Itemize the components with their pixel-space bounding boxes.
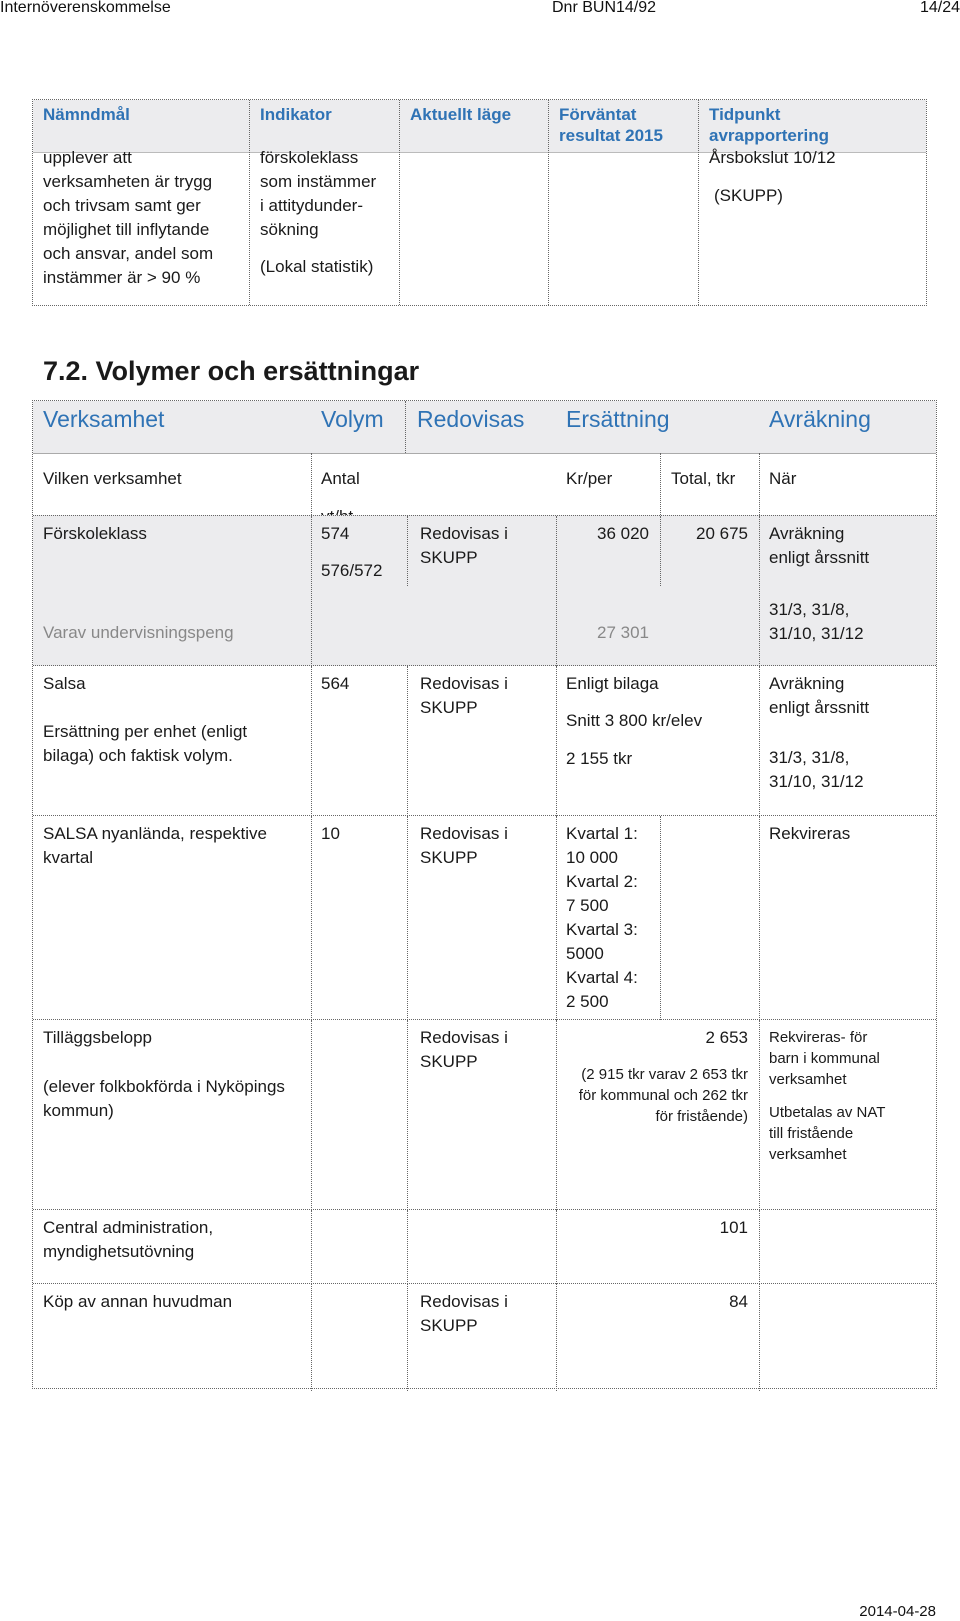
header-redovisas: Redovisas	[417, 406, 525, 432]
text-line: och ansvar, andel som	[43, 244, 214, 263]
redovisas-text	[420, 1026, 508, 1074]
footer-date: 2014-04-28	[859, 1603, 936, 1620]
avrakning-text: Rekvireras	[769, 824, 851, 843]
header-indikator: Indikator	[260, 105, 332, 124]
text-line: verksamheten är trygg	[43, 172, 213, 191]
text-line: till fristående	[769, 1125, 854, 1142]
text-line: SKUPP	[420, 1316, 478, 1335]
avrakning-dates	[769, 746, 864, 794]
column-divider	[399, 100, 400, 305]
column-divider	[759, 1020, 760, 1210]
text-line: Kvartal 2:	[566, 872, 638, 891]
text-line: 31/10, 31/12	[769, 624, 864, 643]
header-forvantat-resultat	[559, 104, 663, 146]
row-label-undervisningspeng: Varav undervisningspeng	[43, 623, 234, 642]
column-divider	[311, 453, 312, 515]
text-line: 31/3, 31/8,	[769, 600, 850, 619]
text-line: Central administration,	[43, 1218, 214, 1237]
column-divider	[759, 666, 760, 816]
column-divider	[759, 516, 760, 666]
table-row	[33, 515, 936, 666]
volym-value: 574	[321, 524, 350, 543]
column-divider	[407, 1020, 408, 1210]
column-divider	[311, 1284, 312, 1391]
salsa-description	[43, 720, 247, 768]
text-line: SALSA nyanlända, respektive	[43, 824, 267, 843]
text-line: enligt årssnitt	[769, 698, 870, 717]
namndmal-text	[43, 146, 213, 290]
text-line: Redovisas i	[420, 1028, 508, 1047]
text-line: bilaga) och faktisk volym.	[43, 746, 233, 765]
header-tidpunkt	[709, 104, 829, 146]
header-line: resultat 2015	[559, 126, 663, 145]
text-line: förskoleklass	[260, 148, 359, 167]
text-line: Avräkning	[769, 524, 845, 543]
text-line: i attitydunder-	[260, 196, 363, 215]
kr-per-value: 36 020	[597, 524, 649, 543]
column-divider	[660, 816, 661, 1020]
text-line: barn i kommunal	[769, 1050, 880, 1067]
column-divider	[311, 666, 312, 816]
row-label-salsa: Salsa	[43, 674, 86, 693]
text-line: kvartal	[43, 848, 94, 867]
text-line: instämmer är > 90 %	[43, 268, 201, 287]
column-divider	[407, 1284, 408, 1391]
column-divider	[759, 816, 760, 1020]
column-divider	[556, 1284, 557, 1391]
header-ersattning: Ersättning	[566, 406, 670, 432]
column-divider	[759, 1284, 760, 1391]
text-line: Kvartal 4:	[566, 968, 638, 987]
doc-header-title: Internöverenskommelse	[0, 0, 171, 16]
undervisningspeng-value: 27 301	[597, 623, 649, 642]
column-divider	[556, 1210, 557, 1284]
header-line: Förväntat	[559, 105, 637, 124]
redovisas-text	[420, 1290, 508, 1338]
tidpunkt-text: Årsbokslut 10/12	[709, 148, 836, 167]
text-line: myndighetsutövning	[43, 1242, 195, 1261]
text-line: för kommunal och 262 tkr	[578, 1087, 748, 1104]
avrakning-utbetalas	[769, 1102, 885, 1165]
subheader-nar: När	[769, 469, 797, 488]
column-divider	[556, 516, 557, 666]
text-line: SKUPP	[420, 1052, 478, 1071]
column-divider	[556, 1020, 557, 1210]
header-aktuellt-lage: Aktuellt läge	[410, 105, 512, 124]
avrakning-text	[769, 522, 869, 570]
column-divider	[548, 100, 549, 305]
redovisas-text	[420, 822, 508, 870]
volym-value: 564	[321, 674, 350, 693]
tillaggsbelopp-note	[579, 1064, 748, 1127]
subheader-antal: Antal	[321, 469, 360, 488]
header-line: avrapportering	[709, 126, 829, 145]
ersattning-snitt: Snitt 3 800 kr/elev	[566, 711, 703, 730]
table-row	[33, 815, 936, 1020]
column-divider	[311, 1210, 312, 1284]
text-line: och trivsam samt ger	[43, 196, 201, 215]
text-line: upplever att	[43, 148, 132, 167]
column-divider	[556, 666, 557, 816]
header-namndmal: Nämndmål	[43, 105, 130, 124]
indikator-source: (Lokal statistik)	[260, 257, 374, 276]
redovisas-text	[420, 672, 508, 720]
section-title: 7.2. Volymer och ersättningar	[43, 356, 420, 386]
ersattning-bilaga: Enligt bilaga	[566, 674, 659, 693]
text-line: Redovisas i	[420, 824, 508, 843]
goals-table	[32, 99, 927, 306]
subheader-total: Total, tkr	[671, 469, 736, 488]
header-avrakning: Avräkning	[769, 406, 871, 432]
table-row	[33, 437, 936, 515]
kvartal-list	[566, 822, 638, 1014]
text-line: möjlighet till inflytande	[43, 220, 210, 239]
header-verksamhet: Verksamhet	[43, 406, 165, 432]
text-line: enligt årssnitt	[769, 548, 870, 567]
column-divider	[556, 816, 557, 1020]
avrakning-dates	[769, 598, 864, 646]
volym-value: 10	[321, 824, 340, 843]
text-line: Rekvireras- för	[769, 1029, 868, 1046]
column-divider	[311, 816, 312, 1020]
column-divider	[311, 516, 312, 666]
text-line: (elever folkbokförda i Nyköpings	[43, 1077, 285, 1096]
table-row	[33, 1209, 936, 1284]
text-line: SKUPP	[420, 548, 478, 567]
column-divider	[407, 816, 408, 1020]
table-row	[33, 665, 936, 816]
column-divider	[407, 516, 408, 586]
text-line: kommun)	[43, 1101, 114, 1120]
ersattning-total: 2 155 tkr	[566, 749, 633, 768]
text-line: för fristående)	[655, 1108, 748, 1125]
header-line: Tidpunkt	[709, 105, 781, 124]
row-label-salsa-nyanlanda	[43, 822, 267, 870]
text-line: SKUPP	[420, 848, 478, 867]
text-line: Utbetalas av NAT	[769, 1104, 886, 1121]
total-value: 2 653	[705, 1028, 748, 1047]
text-line: verksamhet	[769, 1071, 847, 1088]
subheader-kr-per: Kr/per	[566, 469, 613, 488]
redovisas-text	[420, 522, 508, 570]
column-divider	[407, 1210, 408, 1284]
text-line: Kvartal 3:	[566, 920, 638, 939]
doc-header-reference: Dnr BUN14/92	[552, 0, 657, 16]
column-divider	[759, 453, 760, 515]
text-line: 7 500	[566, 896, 609, 915]
text-line: Redovisas i	[420, 1292, 508, 1311]
text-line: 31/3, 31/8,	[769, 748, 850, 767]
doc-header-page: 14/24	[919, 0, 960, 16]
tidpunkt-source: (SKUPP)	[714, 186, 783, 205]
volym-vt-ht-value: 576/572	[321, 561, 383, 580]
text-line: 10 000	[566, 848, 618, 867]
row-label-forskoleklass: Förskoleklass	[43, 524, 147, 543]
column-divider	[759, 1210, 760, 1284]
total-value: 101	[719, 1218, 748, 1237]
text-line: Redovisas i	[420, 674, 508, 693]
indikator-text	[260, 146, 376, 242]
subheader-verksamhet: Vilken verksamhet	[43, 469, 182, 488]
column-divider	[660, 516, 661, 586]
column-divider	[660, 453, 661, 515]
total-value: 84	[729, 1292, 748, 1311]
avrakning-rekvireras	[769, 1027, 880, 1090]
text-line: 2 500	[566, 992, 609, 1011]
text-line: verksamhet	[769, 1146, 847, 1163]
header-volym: Volym	[321, 406, 384, 432]
row-label-central-administration	[43, 1216, 213, 1264]
column-divider	[698, 100, 699, 305]
avrakning-text	[769, 672, 869, 720]
text-line: sökning	[260, 220, 319, 239]
column-divider	[311, 1020, 312, 1210]
text-line: SKUPP	[420, 698, 478, 717]
text-line: 31/10, 31/12	[769, 772, 864, 791]
text-line: som instämmer	[260, 172, 377, 191]
row-label-tillaggsbelopp: Tilläggsbelopp	[43, 1028, 152, 1047]
text-line: Kvartal 1:	[566, 824, 638, 843]
text-line: Ersättning per enhet (enligt	[43, 722, 248, 741]
row-label-kop-av-annan-huvudman: Köp av annan huvudman	[43, 1292, 233, 1311]
text-line: Avräkning	[769, 674, 845, 693]
column-divider	[407, 666, 408, 816]
total-value: 20 675	[696, 524, 748, 543]
text-line: (2 915 tkr varav 2 653 tkr	[581, 1066, 748, 1083]
table-row	[33, 1019, 936, 1210]
table-row	[33, 1283, 936, 1391]
text-line: Redovisas i	[420, 524, 508, 543]
tillaggsbelopp-description	[43, 1075, 285, 1123]
volumes-table	[32, 400, 937, 1389]
column-divider	[249, 100, 250, 305]
text-line: 5000	[566, 944, 604, 963]
